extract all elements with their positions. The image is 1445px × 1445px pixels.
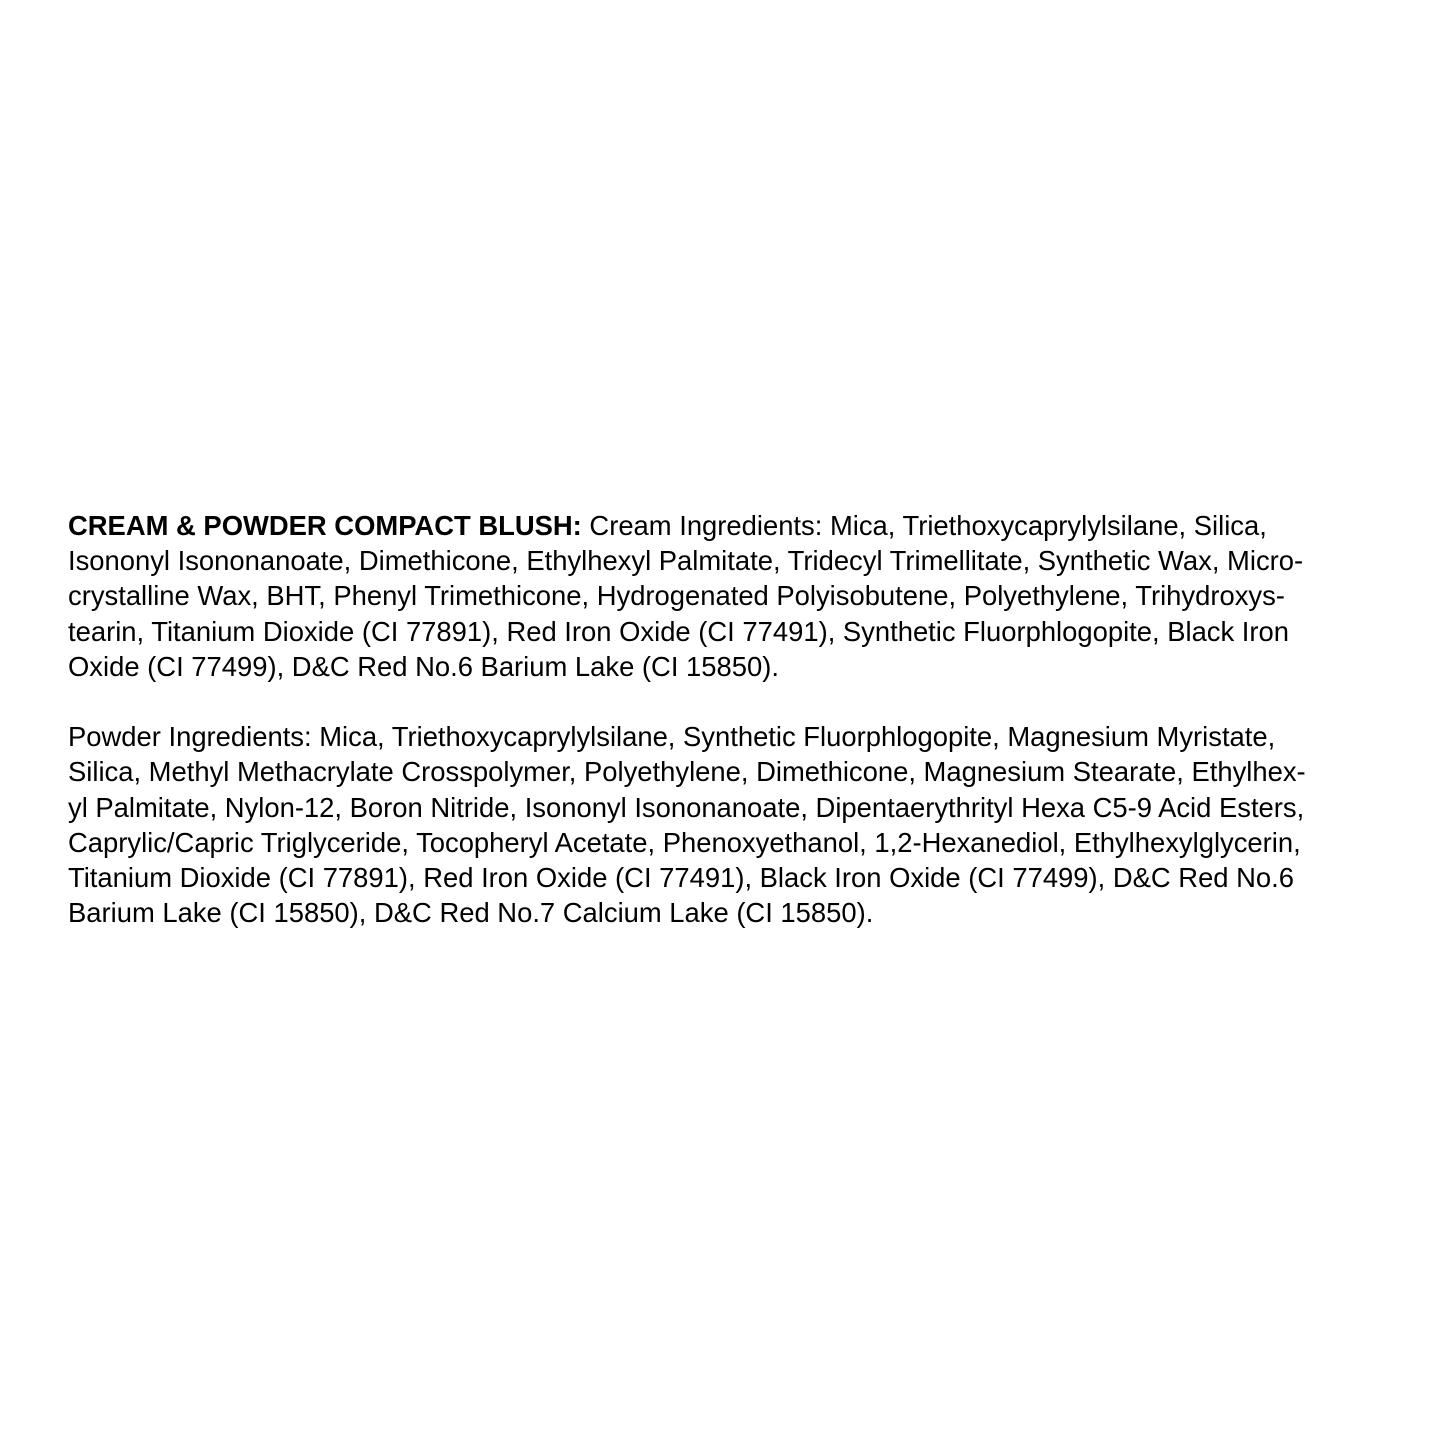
- text-line: Powder Ingredients: Mica, Triethoxycaprylylsilane, Synthetic Fluorphlogopite, Magnesium Myristate,: [68, 721, 1276, 753]
- product-name: CREAM & POWDER COMPACT BLUSH:: [68, 510, 582, 541]
- text-line: Caprylic/Capric Triglyceride, Tocopheryl Acetate, Phenoxyethanol, 1,2-Hexanediol, Ethylhexylglycerin,: [68, 826, 1301, 858]
- powder-ingredients-paragraph: [68, 719, 1388, 930]
- text-line: Oxide (CI 77499), D&C Red No.6 Barium Lake (CI 15850).: [68, 650, 779, 682]
- text-line: Titanium Dioxide (CI 77891), Red Iron Oxide (CI 77491), Black Iron Oxide (CI 77499), D&C Red No.6: [68, 862, 1295, 894]
- text-line: Silica, Methyl Methacrylate Crosspolymer, Polyethylene, Dimethicone, Magnesium Stearate, Ethylhex-: [68, 756, 1306, 788]
- cream-ingredients-intro: Cream Ingredients: Mica, Triethoxycaprylylsilane, Silica,: [581, 510, 1267, 541]
- paragraph-spacer: [68, 684, 1388, 719]
- text-line: Isononyl Isononanoate, Dimethicone, Ethylhexyl Palmitate, Tridecyl Trimellitate, Synthetic Wax, Micro-: [68, 545, 1304, 577]
- cream-ingredients-paragraph: [68, 508, 1388, 684]
- text-line: [68, 508, 1388, 543]
- ingredients-text-block: [68, 508, 1388, 930]
- text-line: tearin, Titanium Dioxide (CI 77891), Red Iron Oxide (CI 77491), Synthetic Fluorphlogopite, Black Iron: [68, 615, 1290, 647]
- text-line: Barium Lake (CI 15850), D&C Red No.7 Calcium Lake (CI 15850).: [68, 897, 874, 929]
- text-line: yl Palmitate, Nylon-12, Boron Nitride, Isononyl Isononanoate, Dipentaerythrityl Hexa C5-9 Acid Esters,: [68, 791, 1305, 823]
- text-line: crystalline Wax, BHT, Phenyl Trimethicone, Hydrogenated Polyisobutene, Polyethylene, Trihydroxys-: [68, 580, 1285, 612]
